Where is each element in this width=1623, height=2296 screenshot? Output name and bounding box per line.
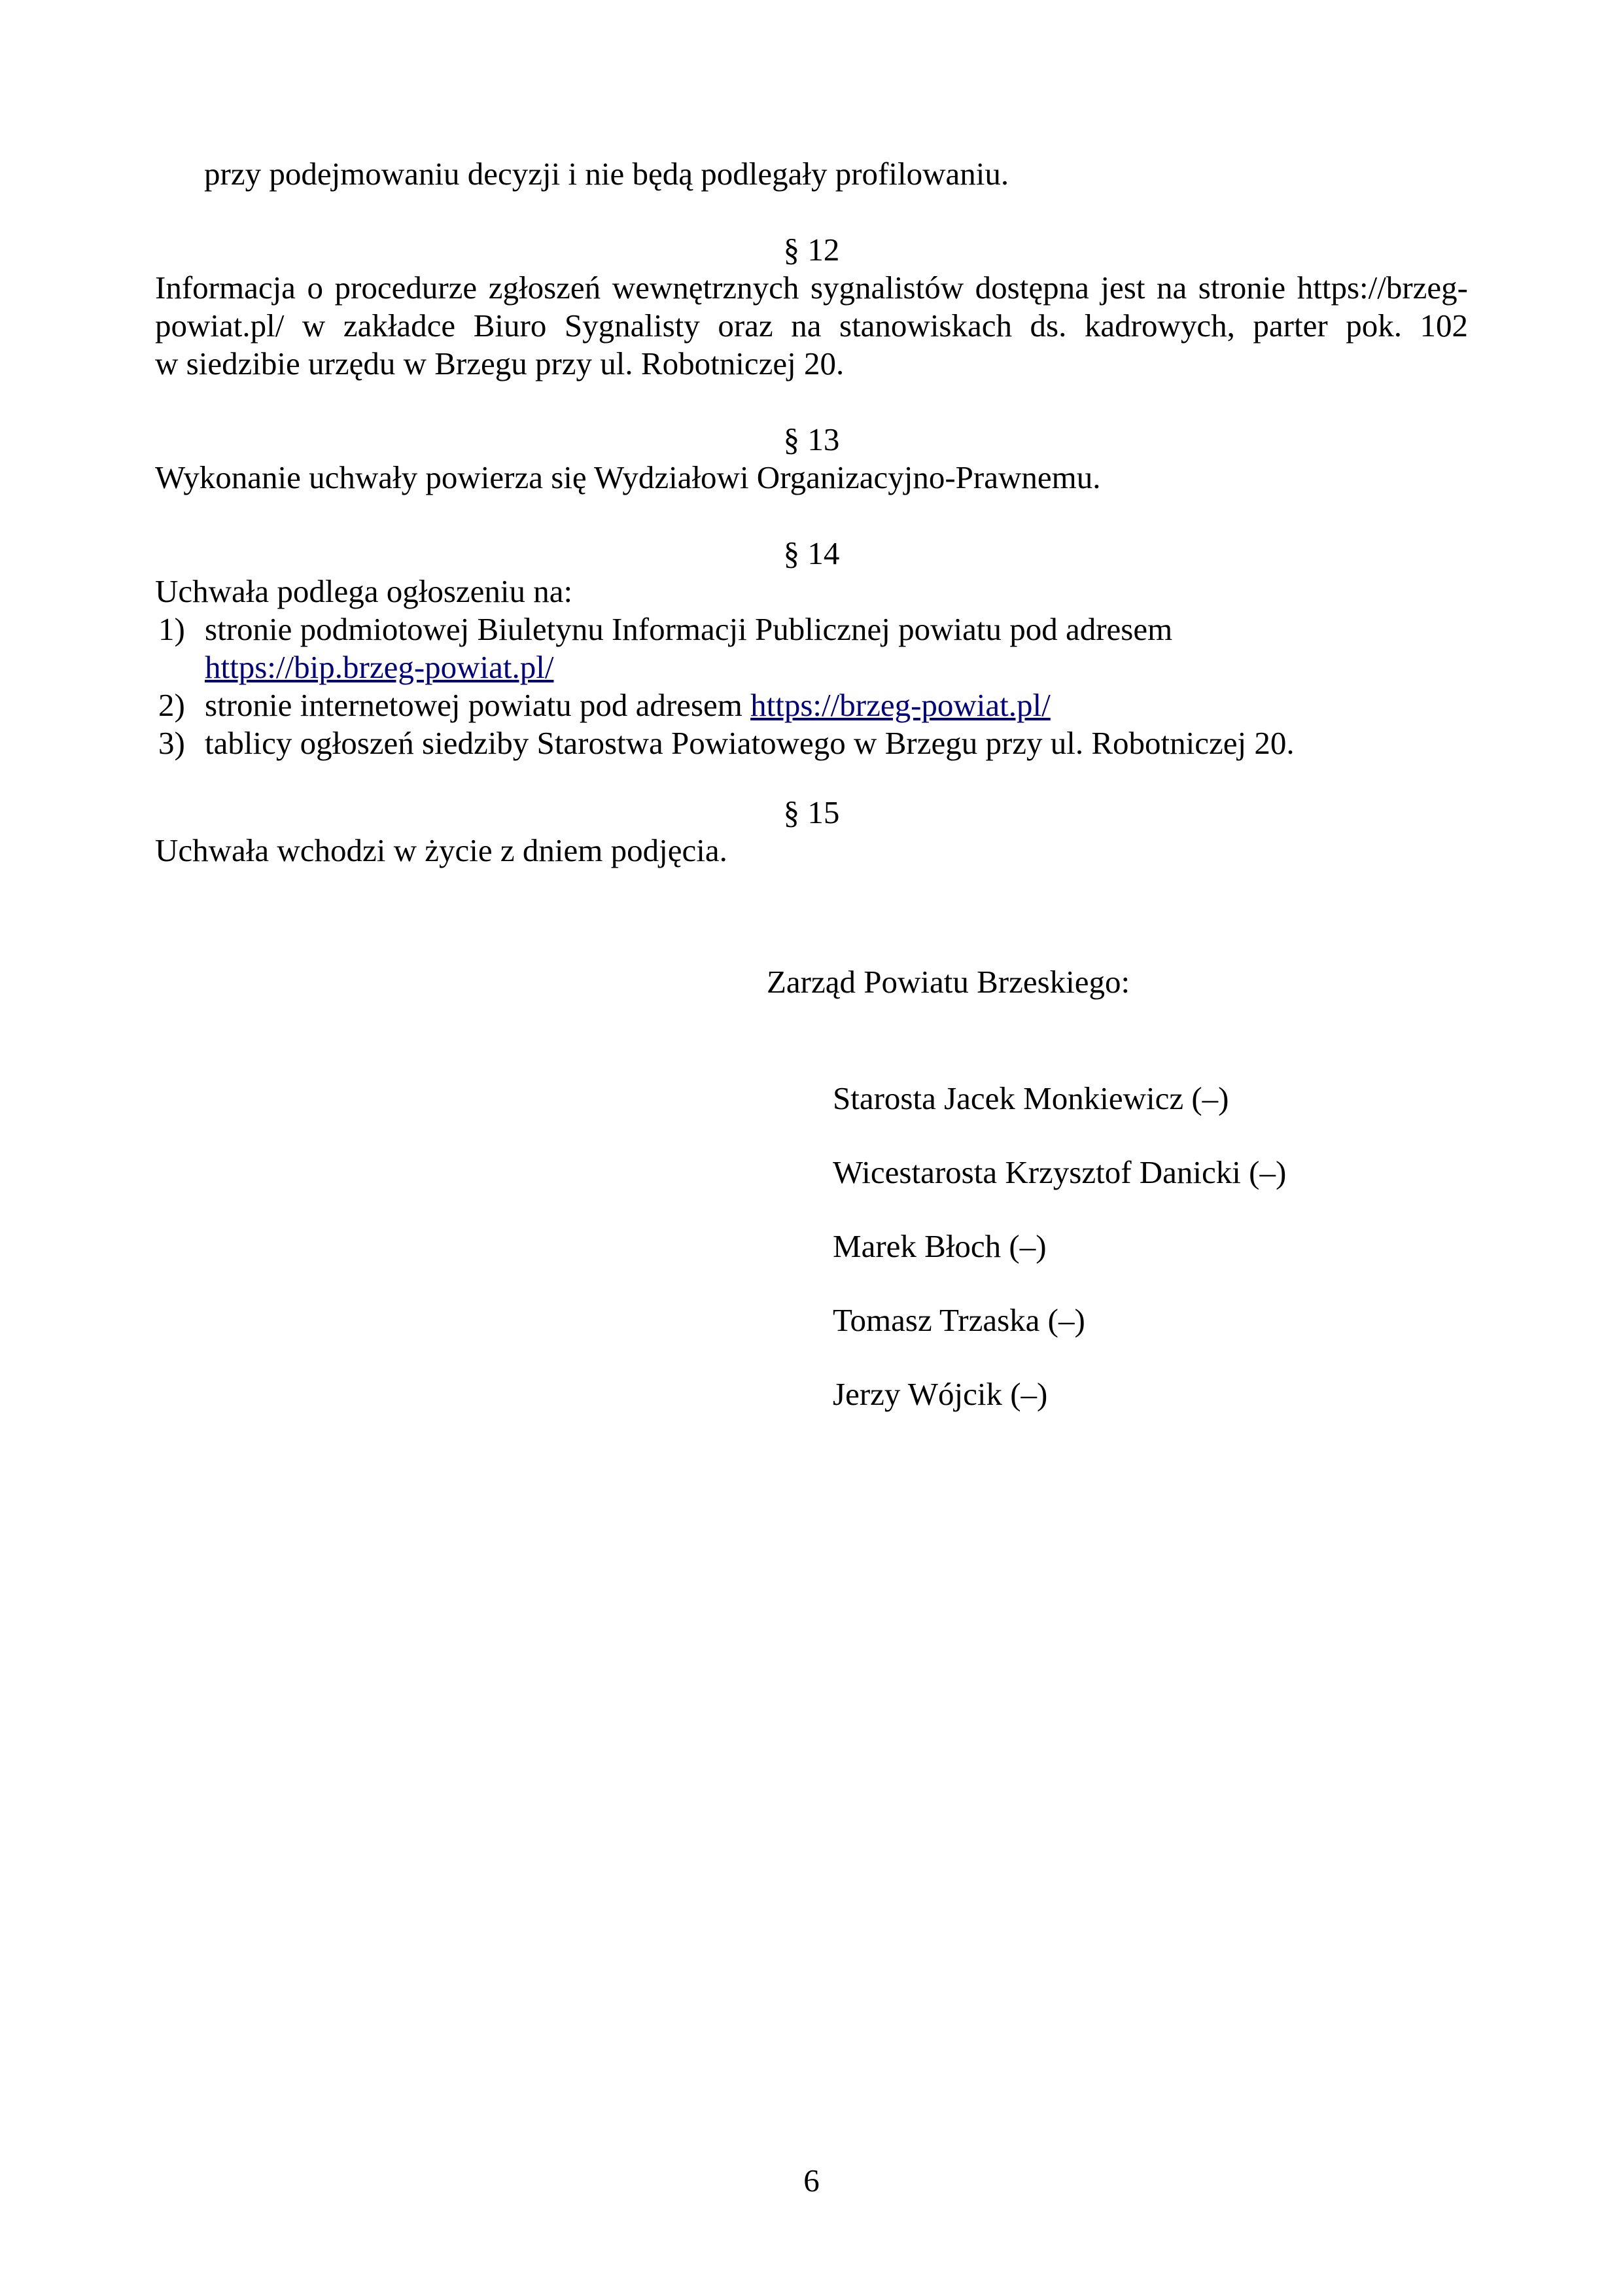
list-item-number: 1)	[158, 611, 185, 647]
list-item	[155, 686, 1468, 724]
powiat-website-link[interactable]: https://brzeg-powiat.pl/	[750, 687, 1051, 723]
paragraph-line: powiat.pl/ w zakładce Biuro Sygnalisty oraz na stanowiskach ds. kadrowych, parter pok. 102	[155, 308, 1468, 344]
signature-block	[833, 1080, 1468, 1413]
section-15-paragraph: Uchwała wchodzi w życie z dniem podjęcia.	[155, 832, 727, 868]
signature-line: Starosta Jacek Monkiewicz (–)	[833, 1080, 1229, 1116]
paragraph-line: Informacja o procedurze zgłoszeń wewnętrznych sygnalistów dostępna jest na stronie https://brzeg-	[155, 270, 1468, 306]
section-13-paragraph: Wykonanie uchwały powierza się Wydziałowi Organizacyjno-Prawnemu.	[155, 459, 1101, 495]
signature-line: Wicestarosta Krzysztof Danicki (–)	[833, 1154, 1287, 1190]
continuation-paragraph: przy podejmowaniu decyzji i nie będą podlegały profilowaniu.	[204, 156, 1009, 192]
section-15-heading: § 15	[783, 794, 840, 830]
list-item-text: tablicy ogłoszeń siedziby Starostwa Powiatowego w Brzegu przy ul. Robotniczej 20.	[205, 725, 1295, 761]
document-body	[155, 155, 1468, 1413]
section-12-paragraph	[155, 269, 1468, 383]
bip-website-link[interactable]: https://bip.brzeg-powiat.pl/	[205, 649, 554, 685]
signature-line: Marek Błoch (–)	[833, 1228, 1047, 1264]
page-number: 6	[803, 2163, 820, 2199]
publication-list	[155, 610, 1468, 762]
signature-line: Tomasz Trzaska (–)	[833, 1302, 1085, 1338]
list-item	[155, 724, 1468, 762]
section-14-heading: § 14	[783, 535, 840, 571]
paragraph-line: w siedzibie urzędu w Brzegu przy ul. Robotniczej 20.	[155, 345, 845, 381]
list-item-text: stronie podmiotowej Biuletynu Informacji Publicznej powiatu pod adresem	[205, 611, 1173, 647]
list-item-text: stronie internetowej powiatu pod adresem	[205, 687, 742, 723]
section-14-intro: Uchwała podlega ogłoszeniu na:	[155, 573, 573, 609]
section-13-heading: § 13	[783, 421, 840, 457]
signature-line: Jerzy Wójcik (–)	[833, 1376, 1048, 1412]
list-item	[155, 610, 1468, 686]
list-item-number: 3)	[158, 725, 185, 761]
section-12-heading: § 12	[783, 232, 840, 268]
list-item-number: 2)	[158, 687, 185, 723]
board-label: Zarząd Powiatu Brzeskiego:	[767, 964, 1130, 1000]
